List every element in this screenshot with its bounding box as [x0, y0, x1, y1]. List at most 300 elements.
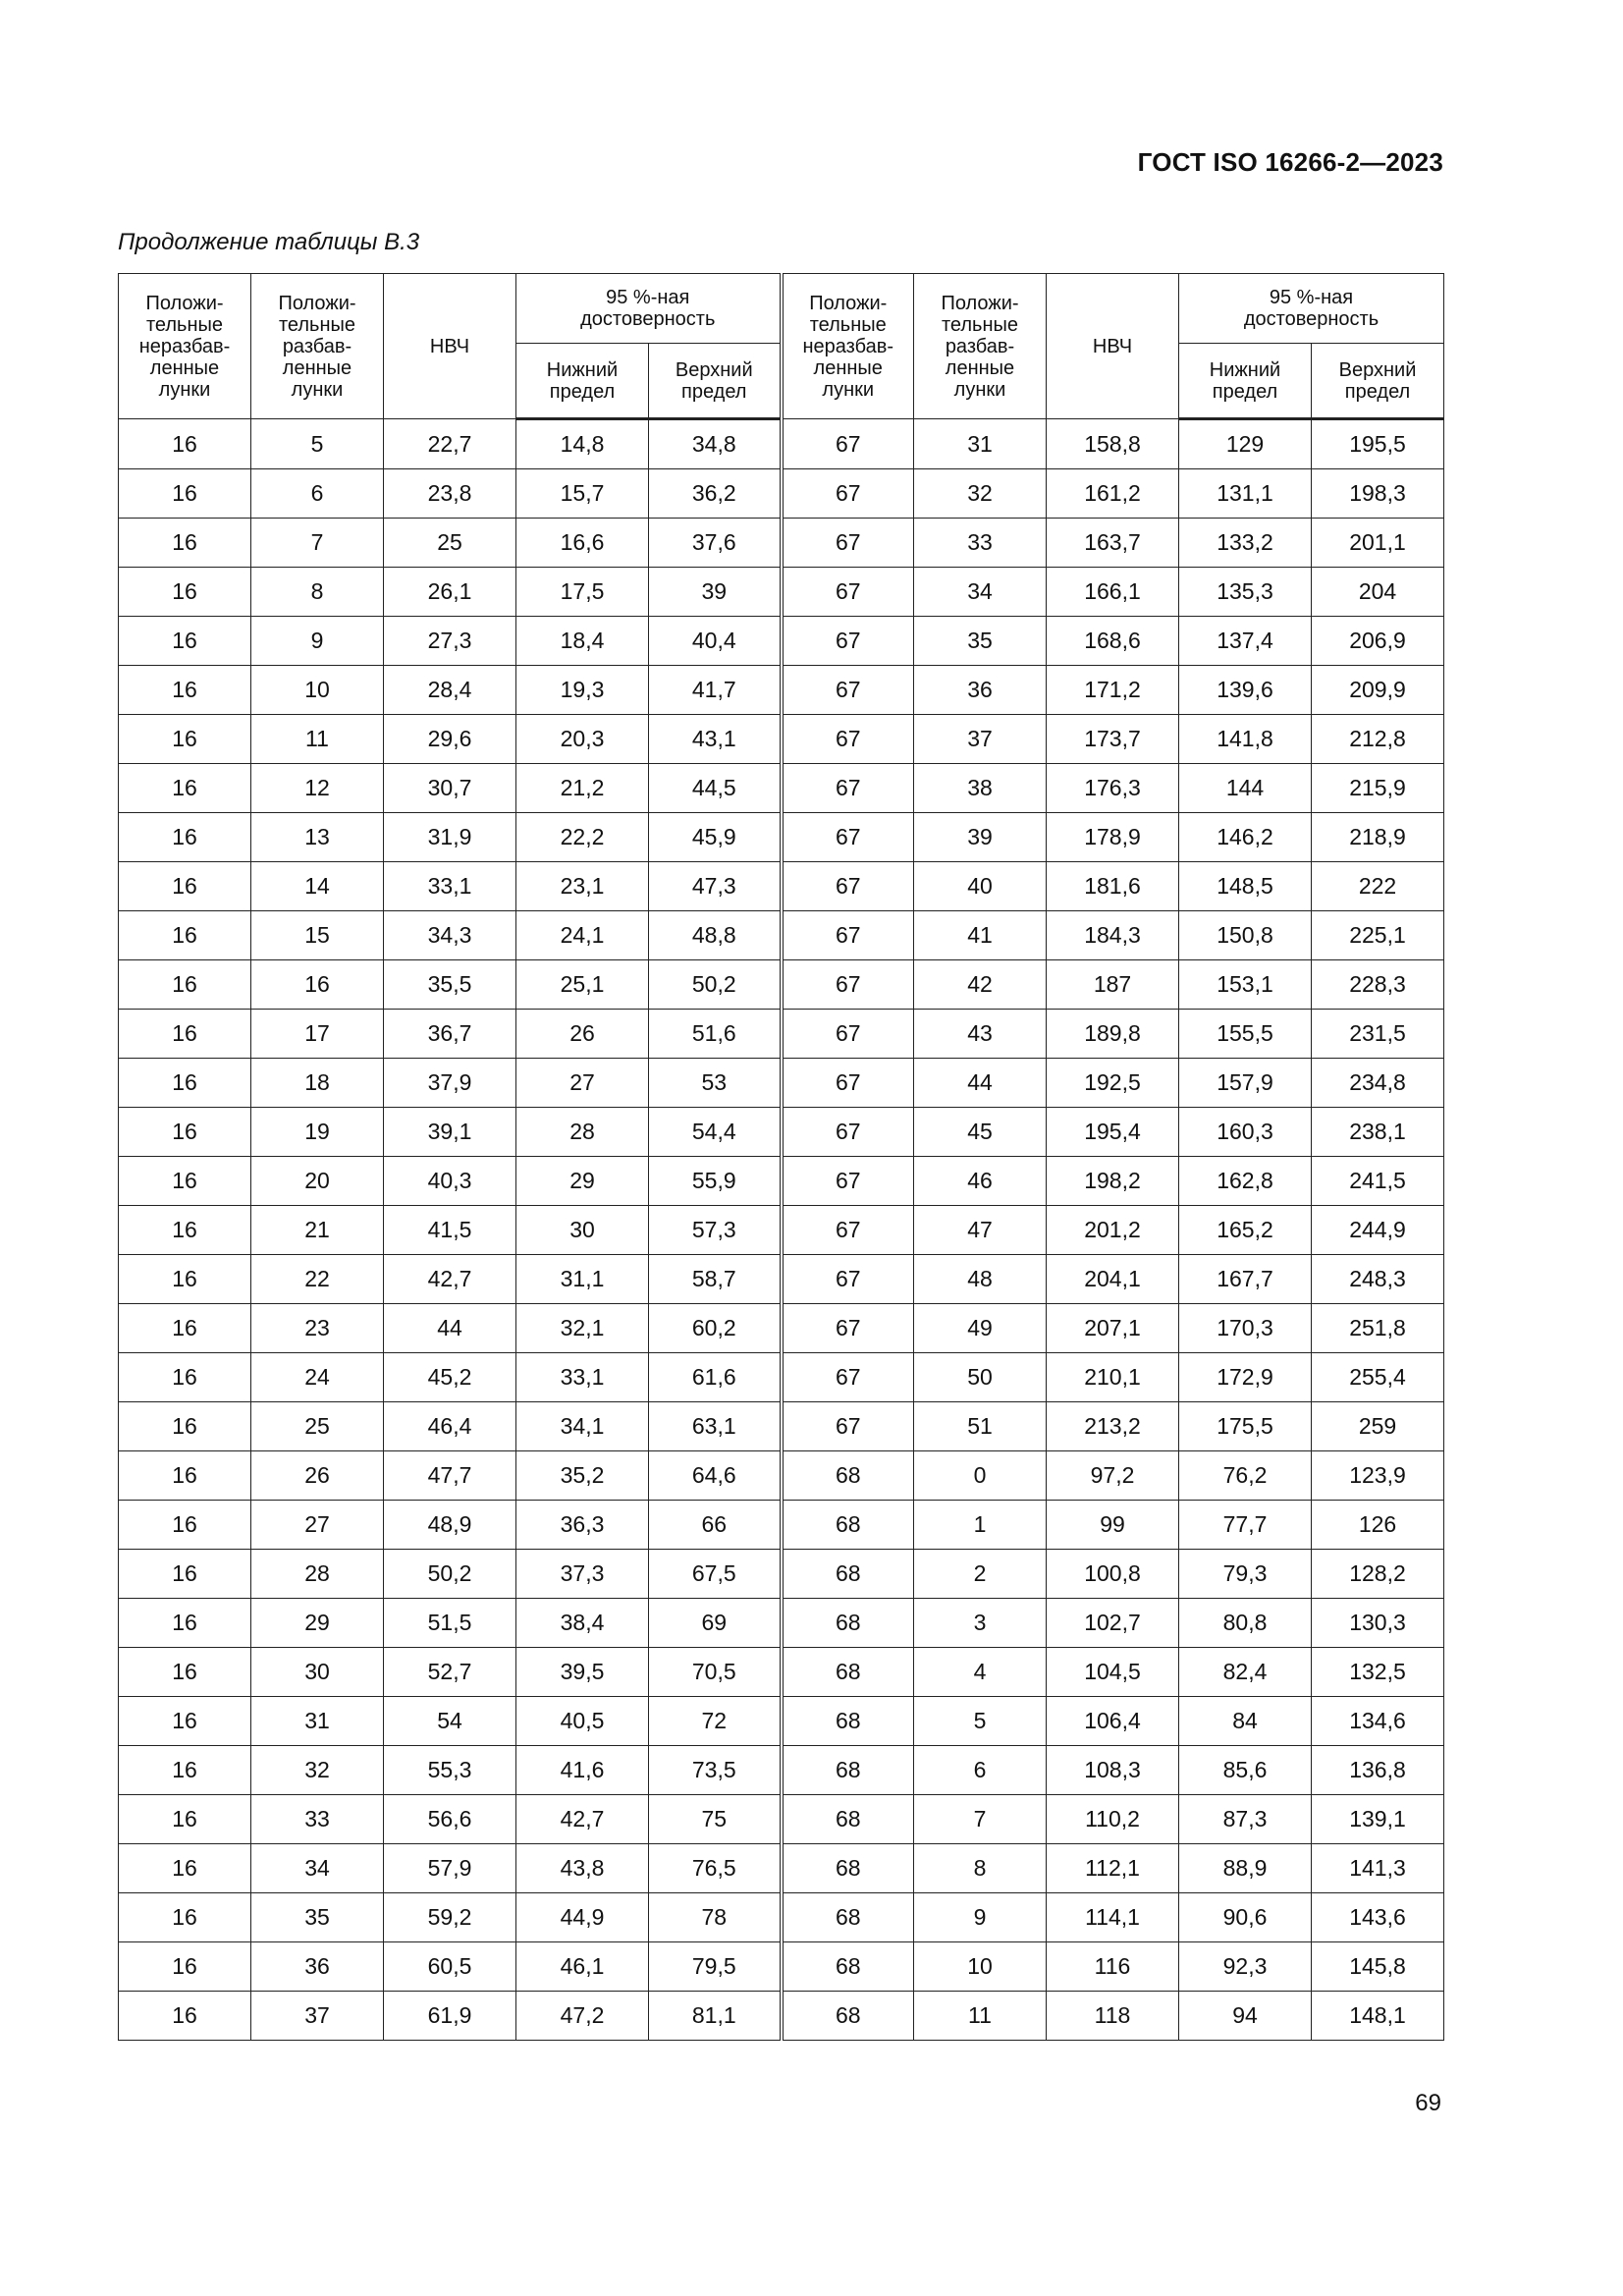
table-cell: 14 [251, 862, 384, 911]
table-cell: 16 [119, 1893, 251, 1942]
table-cell: 82,4 [1179, 1648, 1312, 1697]
table-cell: 50 [914, 1353, 1047, 1402]
table-cell: 34 [914, 568, 1047, 617]
table-cell: 144 [1179, 764, 1312, 813]
table-cell: 238,1 [1312, 1108, 1444, 1157]
table-cell: 67,5 [649, 1550, 782, 1599]
table-cell: 15 [251, 911, 384, 960]
table-cell: 2 [914, 1550, 1047, 1599]
table-cell: 48 [914, 1255, 1047, 1304]
table-cell: 67 [782, 911, 914, 960]
table-cell: 148,5 [1179, 862, 1312, 911]
table-cell: 46,1 [516, 1942, 649, 1992]
table-cell: 16 [119, 1501, 251, 1550]
table-cell: 15,7 [516, 469, 649, 519]
table-cell: 16 [119, 1304, 251, 1353]
table-row [119, 1010, 1444, 1059]
table-cell: 36 [251, 1942, 384, 1992]
table-caption: Продолжение таблицы B.3 [118, 229, 420, 255]
table-cell: 7 [914, 1795, 1047, 1844]
table-cell: 162,8 [1179, 1157, 1312, 1206]
table-cell: 248,3 [1312, 1255, 1444, 1304]
table-cell: 178,9 [1047, 813, 1179, 862]
table-cell: 44 [914, 1059, 1047, 1108]
table-cell: 94 [1179, 1992, 1312, 2041]
table-row [119, 1550, 1444, 1599]
table-cell: 41,6 [516, 1746, 649, 1795]
table-cell: 53 [649, 1059, 782, 1108]
table-cell: 13 [251, 813, 384, 862]
table-cell: 43,1 [649, 715, 782, 764]
table-cell: 16 [119, 666, 251, 715]
table-cell: 181,6 [1047, 862, 1179, 911]
table-cell: 42 [914, 960, 1047, 1010]
table-cell: 128,2 [1312, 1550, 1444, 1599]
table-cell: 67 [782, 1010, 914, 1059]
table-cell: 23,8 [384, 469, 516, 519]
table-cell: 16 [119, 862, 251, 911]
table-cell: 23 [251, 1304, 384, 1353]
table-cell: 33 [251, 1795, 384, 1844]
table-cell: 171,2 [1047, 666, 1179, 715]
table-cell: 25 [251, 1402, 384, 1451]
table-cell: 51,5 [384, 1599, 516, 1648]
table-cell: 131,1 [1179, 469, 1312, 519]
table-cell: 201,2 [1047, 1206, 1179, 1255]
table-cell: 175,5 [1179, 1402, 1312, 1451]
table-cell: 222 [1312, 862, 1444, 911]
table-cell: 29,6 [384, 715, 516, 764]
table-cell: 99 [1047, 1501, 1179, 1550]
table-cell: 234,8 [1312, 1059, 1444, 1108]
table-cell: 67 [782, 617, 914, 666]
table-cell: 6 [914, 1746, 1047, 1795]
table-cell: 16 [119, 469, 251, 519]
table-cell: 67 [782, 1108, 914, 1157]
table-cell: 5 [251, 419, 384, 469]
table-cell: 55,9 [649, 1157, 782, 1206]
table-cell: 20 [251, 1157, 384, 1206]
table-cell: 16 [119, 1550, 251, 1599]
table-cell: 17 [251, 1010, 384, 1059]
table-cell: 44 [384, 1304, 516, 1353]
table-cell: 16 [119, 1451, 251, 1501]
table-cell: 75 [649, 1795, 782, 1844]
table-cell: 68 [782, 1795, 914, 1844]
table-cell: 22 [251, 1255, 384, 1304]
table-cell: 39 [649, 568, 782, 617]
table-cell: 153,1 [1179, 960, 1312, 1010]
table-cell: 204 [1312, 568, 1444, 617]
table-cell: 34,8 [649, 419, 782, 469]
header-positive-undiluted: Положи- тельные неразбав- ленные лунки [119, 274, 251, 419]
table-cell: 215,9 [1312, 764, 1444, 813]
table-cell: 37 [914, 715, 1047, 764]
table-cell: 39,5 [516, 1648, 649, 1697]
table-cell: 9 [914, 1893, 1047, 1942]
table-cell: 141,3 [1312, 1844, 1444, 1893]
table-cell: 16 [119, 1795, 251, 1844]
table-cell: 45,2 [384, 1353, 516, 1402]
table-cell: 45 [914, 1108, 1047, 1157]
header-mpn-2: НВЧ [1047, 274, 1179, 419]
table-cell: 0 [914, 1451, 1047, 1501]
table-cell: 35,5 [384, 960, 516, 1010]
table-cell: 67 [782, 960, 914, 1010]
table-cell: 16 [119, 1206, 251, 1255]
table-cell: 70,5 [649, 1648, 782, 1697]
table-cell: 16 [119, 568, 251, 617]
table-cell: 136,8 [1312, 1746, 1444, 1795]
table-cell: 68 [782, 1992, 914, 2041]
table-row [119, 617, 1444, 666]
table-cell: 198,2 [1047, 1157, 1179, 1206]
table-cell: 43 [914, 1010, 1047, 1059]
table-cell: 55,3 [384, 1746, 516, 1795]
table-cell: 40 [914, 862, 1047, 911]
table-cell: 168,6 [1047, 617, 1179, 666]
table-cell: 51 [914, 1402, 1047, 1451]
table-cell: 27,3 [384, 617, 516, 666]
table-row [119, 715, 1444, 764]
table-cell: 26 [516, 1010, 649, 1059]
table-cell: 148,1 [1312, 1992, 1444, 2041]
table-cell: 68 [782, 1648, 914, 1697]
table-cell: 30 [516, 1206, 649, 1255]
table-cell: 47,7 [384, 1451, 516, 1501]
table-row [119, 568, 1444, 617]
table-cell: 16 [119, 1353, 251, 1402]
table-cell: 36,3 [516, 1501, 649, 1550]
table-cell: 28,4 [384, 666, 516, 715]
table-cell: 66 [649, 1501, 782, 1550]
table-cell: 67 [782, 1304, 914, 1353]
table-row [119, 1255, 1444, 1304]
table-cell: 7 [251, 519, 384, 568]
table-cell: 195,4 [1047, 1108, 1179, 1157]
table-cell: 228,3 [1312, 960, 1444, 1010]
document-code: ГОСТ ISO 16266-2—2023 [1137, 147, 1443, 177]
table-cell: 133,2 [1179, 519, 1312, 568]
header-upper-limit: Верхний предел [649, 344, 782, 419]
table-cell: 39 [914, 813, 1047, 862]
table-cell: 146,2 [1179, 813, 1312, 862]
table-row [119, 1992, 1444, 2041]
table-cell: 50,2 [384, 1550, 516, 1599]
table-cell: 23,1 [516, 862, 649, 911]
table-cell: 29 [251, 1599, 384, 1648]
table-cell: 40,4 [649, 617, 782, 666]
table-cell: 18,4 [516, 617, 649, 666]
table-cell: 33 [914, 519, 1047, 568]
table-cell: 116 [1047, 1942, 1179, 1992]
table-cell: 187 [1047, 960, 1179, 1010]
table-cell: 259 [1312, 1402, 1444, 1451]
table-row [119, 1844, 1444, 1893]
mpn-table [118, 273, 1444, 2041]
table-cell: 24,1 [516, 911, 649, 960]
table-cell: 48,9 [384, 1501, 516, 1550]
table-cell: 134,6 [1312, 1697, 1444, 1746]
table-cell: 84 [1179, 1697, 1312, 1746]
table-cell: 19,3 [516, 666, 649, 715]
page-number: 69 [1415, 2090, 1441, 2116]
table-cell: 67 [782, 715, 914, 764]
table-cell: 143,6 [1312, 1893, 1444, 1942]
table-cell: 209,9 [1312, 666, 1444, 715]
table-cell: 201,1 [1312, 519, 1444, 568]
table-cell: 155,5 [1179, 1010, 1312, 1059]
table-cell: 47 [914, 1206, 1047, 1255]
table-row [119, 1157, 1444, 1206]
table-cell: 34,1 [516, 1402, 649, 1451]
table-cell: 32,1 [516, 1304, 649, 1353]
table-cell: 28 [251, 1550, 384, 1599]
table-cell: 36 [914, 666, 1047, 715]
table-cell: 46,4 [384, 1402, 516, 1451]
table-cell: 57,3 [649, 1206, 782, 1255]
table-cell: 67 [782, 666, 914, 715]
table-cell: 68 [782, 1893, 914, 1942]
table-cell: 76,5 [649, 1844, 782, 1893]
table-cell: 27 [251, 1501, 384, 1550]
table-cell: 41,7 [649, 666, 782, 715]
table-cell: 67 [782, 419, 914, 469]
table-cell: 33,1 [516, 1353, 649, 1402]
table-cell: 47,2 [516, 1992, 649, 2041]
table-cell: 38 [914, 764, 1047, 813]
table-cell: 231,5 [1312, 1010, 1444, 1059]
table-cell: 24 [251, 1353, 384, 1402]
table-cell: 37 [251, 1992, 384, 2041]
table-cell: 16 [119, 519, 251, 568]
table-cell: 90,6 [1179, 1893, 1312, 1942]
table-cell: 68 [782, 1550, 914, 1599]
table-cell: 173,7 [1047, 715, 1179, 764]
table-cell: 16 [119, 1402, 251, 1451]
table-cell: 16 [119, 1648, 251, 1697]
table-cell: 25 [384, 519, 516, 568]
table-cell: 67 [782, 1206, 914, 1255]
table-cell: 68 [782, 1697, 914, 1746]
table-cell: 85,6 [1179, 1746, 1312, 1795]
table-cell: 165,2 [1179, 1206, 1312, 1255]
table-cell: 27 [516, 1059, 649, 1108]
table-cell: 54 [384, 1697, 516, 1746]
table-cell: 22,2 [516, 813, 649, 862]
table-cell: 195,5 [1312, 419, 1444, 469]
table-cell: 176,3 [1047, 764, 1179, 813]
table-cell: 45,9 [649, 813, 782, 862]
table-cell: 67 [782, 764, 914, 813]
table-cell: 16 [119, 1697, 251, 1746]
table-row [119, 1108, 1444, 1157]
table-cell: 118 [1047, 1992, 1179, 2041]
table-cell: 37,6 [649, 519, 782, 568]
table-cell: 44,9 [516, 1893, 649, 1942]
table-cell: 12 [251, 764, 384, 813]
table-cell: 18 [251, 1059, 384, 1108]
table-row [119, 764, 1444, 813]
table-cell: 16 [119, 1992, 251, 2041]
table-cell: 35 [914, 617, 1047, 666]
table-cell: 160,3 [1179, 1108, 1312, 1157]
table-cell: 100,8 [1047, 1550, 1179, 1599]
table-cell: 31,1 [516, 1255, 649, 1304]
table-cell: 31 [914, 419, 1047, 469]
table-cell: 26,1 [384, 568, 516, 617]
table-cell: 25,1 [516, 960, 649, 1010]
table-cell: 16 [119, 764, 251, 813]
table-cell: 42,7 [384, 1255, 516, 1304]
table-cell: 34,3 [384, 911, 516, 960]
table-row [119, 1599, 1444, 1648]
table-cell: 161,2 [1047, 469, 1179, 519]
table-cell: 126 [1312, 1501, 1444, 1550]
table-cell: 68 [782, 1451, 914, 1501]
table-cell: 141,8 [1179, 715, 1312, 764]
table-cell: 21 [251, 1206, 384, 1255]
table-cell: 1 [914, 1501, 1047, 1550]
table-cell: 47,3 [649, 862, 782, 911]
table-cell: 26 [251, 1451, 384, 1501]
table-cell: 172,9 [1179, 1353, 1312, 1402]
table-cell: 48,8 [649, 911, 782, 960]
table-cell: 9 [251, 617, 384, 666]
table-cell: 33,1 [384, 862, 516, 911]
table-cell: 21,2 [516, 764, 649, 813]
table-cell: 32 [914, 469, 1047, 519]
table-cell: 34 [251, 1844, 384, 1893]
table-cell: 213,2 [1047, 1402, 1179, 1451]
table-cell: 106,4 [1047, 1697, 1179, 1746]
table-cell: 114,1 [1047, 1893, 1179, 1942]
table-cell: 77,7 [1179, 1501, 1312, 1550]
table-cell: 60,5 [384, 1942, 516, 1992]
table-row [119, 419, 1444, 469]
table-cell: 11 [251, 715, 384, 764]
table-row [119, 911, 1444, 960]
table-row [119, 1648, 1444, 1697]
table-cell: 31 [251, 1697, 384, 1746]
table-cell: 19 [251, 1108, 384, 1157]
table-cell: 56,6 [384, 1795, 516, 1844]
table-cell: 110,2 [1047, 1795, 1179, 1844]
table-cell: 61,6 [649, 1353, 782, 1402]
table-cell: 158,8 [1047, 419, 1179, 469]
table-row [119, 1501, 1444, 1550]
table-cell: 251,8 [1312, 1304, 1444, 1353]
header-positive-undiluted-2: Положи- тельные неразбав- ленные лунки [782, 274, 914, 419]
table-cell: 67 [782, 469, 914, 519]
table-cell: 37,9 [384, 1059, 516, 1108]
table-cell: 16 [119, 911, 251, 960]
table-cell: 135,3 [1179, 568, 1312, 617]
table-cell: 139,6 [1179, 666, 1312, 715]
table-cell: 46 [914, 1157, 1047, 1206]
table-cell: 68 [782, 1844, 914, 1893]
table-cell: 67 [782, 862, 914, 911]
table-cell: 17,5 [516, 568, 649, 617]
table-row [119, 1697, 1444, 1746]
table-cell: 108,3 [1047, 1746, 1179, 1795]
table-cell: 207,1 [1047, 1304, 1179, 1353]
table-cell: 129 [1179, 419, 1312, 469]
table-cell: 88,9 [1179, 1844, 1312, 1893]
table-cell: 68 [782, 1501, 914, 1550]
table-cell: 16 [119, 1010, 251, 1059]
table-cell: 16 [119, 1157, 251, 1206]
table-cell: 11 [914, 1992, 1047, 2041]
table-cell: 81,1 [649, 1992, 782, 2041]
table-cell: 132,5 [1312, 1648, 1444, 1697]
table-cell: 206,9 [1312, 617, 1444, 666]
table-cell: 192,5 [1047, 1059, 1179, 1108]
table-cell: 67 [782, 1059, 914, 1108]
table-cell: 50,2 [649, 960, 782, 1010]
table-cell: 14,8 [516, 419, 649, 469]
table-cell: 218,9 [1312, 813, 1444, 862]
table-cell: 16 [119, 960, 251, 1010]
table-cell: 204,1 [1047, 1255, 1179, 1304]
table-cell: 16 [119, 1844, 251, 1893]
table-cell: 80,8 [1179, 1599, 1312, 1648]
table-cell: 58,7 [649, 1255, 782, 1304]
table-row [119, 1451, 1444, 1501]
table-cell: 37,3 [516, 1550, 649, 1599]
table-cell: 64,6 [649, 1451, 782, 1501]
table-cell: 10 [251, 666, 384, 715]
table-cell: 40,5 [516, 1697, 649, 1746]
table-cell: 69 [649, 1599, 782, 1648]
table-cell: 63,1 [649, 1402, 782, 1451]
table-cell: 51,6 [649, 1010, 782, 1059]
table-cell: 16 [119, 1746, 251, 1795]
table-cell: 210,1 [1047, 1353, 1179, 1402]
table-cell: 166,1 [1047, 568, 1179, 617]
table-cell: 16 [119, 1942, 251, 1992]
table-cell: 79,3 [1179, 1550, 1312, 1599]
table-row [119, 519, 1444, 568]
table-row [119, 1353, 1444, 1402]
table-cell: 97,2 [1047, 1451, 1179, 1501]
table-cell: 8 [914, 1844, 1047, 1893]
table-cell: 32 [251, 1746, 384, 1795]
table-cell: 16 [119, 813, 251, 862]
table-cell: 39,1 [384, 1108, 516, 1157]
table-cell: 67 [782, 1255, 914, 1304]
table-cell: 16 [119, 1599, 251, 1648]
table-row [119, 1942, 1444, 1992]
table-cell: 29 [516, 1157, 649, 1206]
table-cell: 68 [782, 1599, 914, 1648]
table-cell: 16 [119, 1059, 251, 1108]
table-cell: 20,3 [516, 715, 649, 764]
table-cell: 167,7 [1179, 1255, 1312, 1304]
table-cell: 8 [251, 568, 384, 617]
table-cell: 16 [119, 1108, 251, 1157]
table-cell: 30 [251, 1648, 384, 1697]
table-cell: 170,3 [1179, 1304, 1312, 1353]
table-row [119, 1746, 1444, 1795]
table-cell: 255,4 [1312, 1353, 1444, 1402]
table-cell: 43,8 [516, 1844, 649, 1893]
table-cell: 16 [119, 1255, 251, 1304]
table-cell: 150,8 [1179, 911, 1312, 960]
table-cell: 225,1 [1312, 911, 1444, 960]
table-cell: 102,7 [1047, 1599, 1179, 1648]
header-confidence: 95 %-ная достоверность [516, 274, 782, 344]
